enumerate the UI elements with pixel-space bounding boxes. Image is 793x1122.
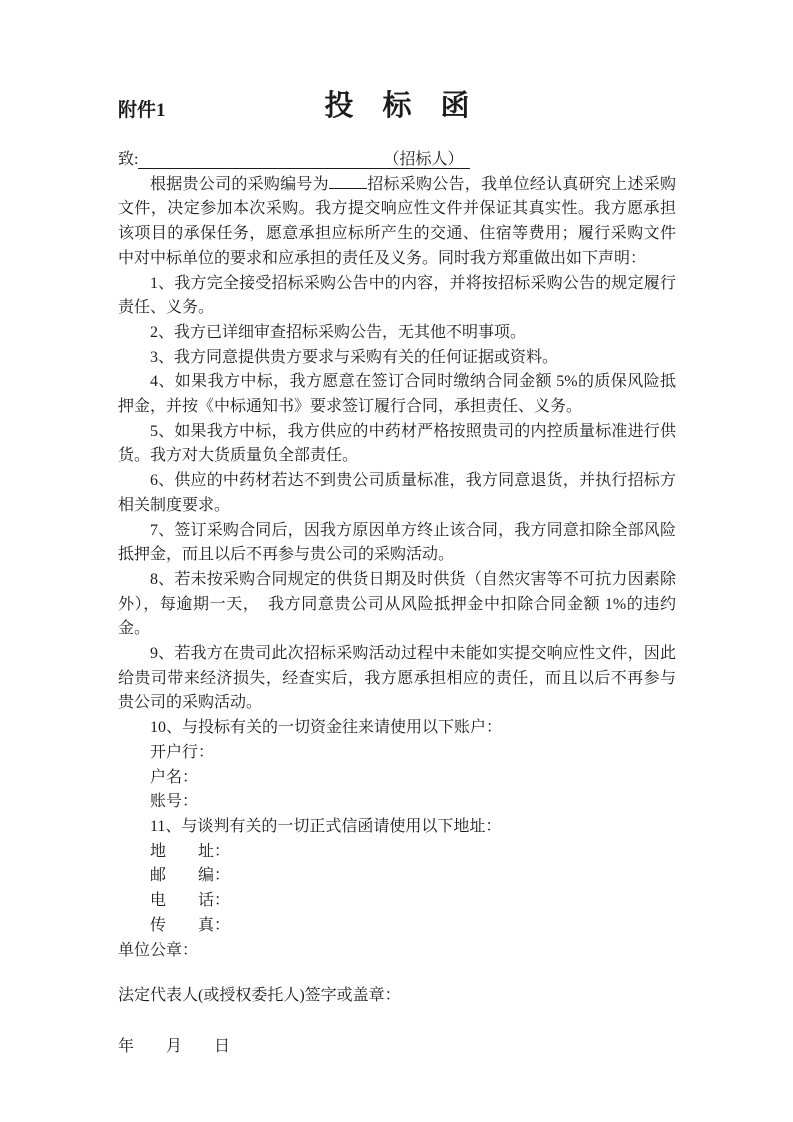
clause-paragraph-8: 8、若未按采购合同规定的供货日期及时供货（自然灾害等不可抗力因素除外），每逾期一天， 我方同意贵公司从风险抵押金中扣除合同金额 1%的违约金。 (118, 570, 676, 638)
account-holder-line: 户名： (150, 768, 199, 786)
clause-paragraph-3: 3、我方同意提供贵方要求与采购有关的任何证据或资料。 (150, 348, 559, 366)
company-seal-line: 单位公章： (118, 941, 199, 959)
clause-paragraph-7: 7、签订采购合同后，因我方原因单方终止该合同，我方同意扣除全部风险抵押金，而且以后不再参与贵公司的采购活动。 (118, 521, 676, 564)
address-section-heading: 11、与谈判有关的一切正式信函请使用以下地址： (150, 817, 502, 835)
phone-line: 电 话： (150, 892, 231, 910)
fax-line: 传 真： (150, 916, 231, 934)
clause-paragraph-6: 6、供应的中药材若达不到贵公司质量标准，我方同意退货，并执行招标方相关制度要求。 (118, 472, 676, 514)
document-body (118, 148, 676, 1060)
account-section-heading: 10、与投标有关的一切资金往来请使用以下账户： (150, 719, 503, 737)
postcode-line: 邮 编： (150, 867, 231, 885)
account-number-line: 账号： (150, 793, 199, 811)
salutation-prefix: 致: (118, 151, 139, 168)
salutation-line (118, 148, 676, 173)
intro-paragraph (118, 173, 676, 272)
address-line: 地 址： (150, 842, 231, 860)
document-header (118, 86, 676, 126)
clause-paragraph-5: 5、如果我方中标，我方供应的中药材严格按照贵司的内控质量标准进行供货。我方对大货质量负全部责任。 (118, 422, 676, 465)
attachment-label: 附件1 (118, 100, 166, 121)
procurement-number-blank-field (329, 187, 367, 189)
account-bank-line: 开户行： (150, 743, 215, 761)
intro-text-before-blank: 根据贵公司的采购编号为 (150, 175, 329, 193)
document-title: 投 标 函 (324, 90, 470, 122)
addressee-label: （招标人） (383, 151, 464, 168)
addressee-blank-field (138, 163, 383, 164)
legal-representative-line: 法定代表人(或授权委托人)签字或盖章： (118, 987, 401, 1005)
clause-paragraph-1: 1、我方完全接受招标采购公告中的内容，并将按招标采购公告的规定履行责任、义务。 (118, 274, 676, 317)
date-line: 年 月 日 (118, 1037, 231, 1055)
clause-paragraph-2: 2、我方已详细审查招标采购公告，无其他不明事项。 (150, 323, 527, 341)
clause-paragraph-4: 4、如果我方中标，我方愿意在签订合同时缴纳合同金额 5%的质保风险抵押金，并按《中标通知书》要求签订履行合同，承担责任、义务。 (118, 373, 676, 416)
intro-text-after-blank: 招标采购公告，我单位经认真研究上述采购文件，决定参加本次采购。我方提交响应性文件并保证其真实性。我方愿承担该项目的承保任务，愿意承担应标所产生的交通、住宿等费用；履行采购文件中对中标单位的要求和应承担的责任及义务。同时我方郑重做出如下声明： (118, 175, 676, 267)
clause-paragraph-9: 9、若我方在贵司此次招标采购活动过程中未能如实提交响应性文件，因此给贵司带来经济损失，经查实后，我方愿承担相应的责任，而且以后不再参与贵公司的采购活动。 (118, 645, 676, 712)
salutation-underline (138, 151, 470, 169)
